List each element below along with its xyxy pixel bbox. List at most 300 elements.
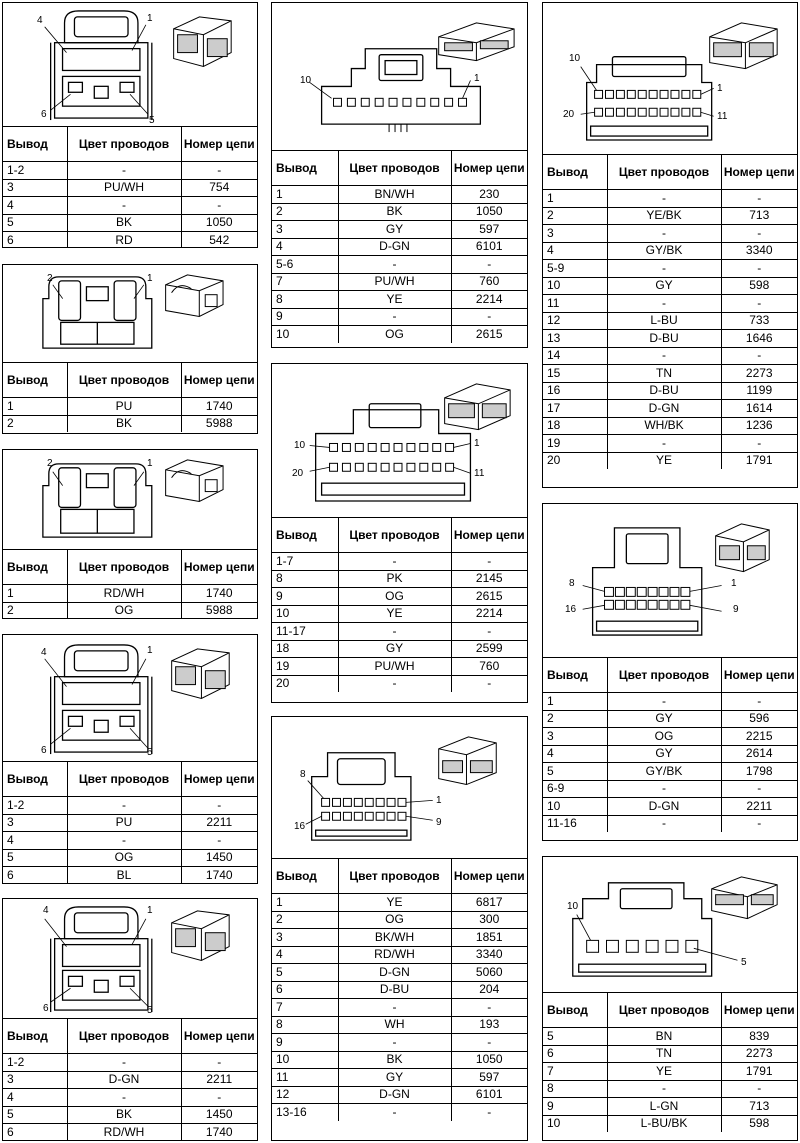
cell-color: BK/WH: [338, 929, 451, 947]
cell-pin: 18: [543, 417, 607, 435]
pin-label: 6: [41, 745, 47, 756]
pin-label: 4: [37, 15, 43, 26]
cell-color: YE: [338, 291, 451, 309]
col-header-circuit: Номер цепи: [721, 658, 797, 693]
cell-color: -: [338, 1034, 451, 1052]
pinout-table: [3, 1019, 257, 1141]
cell-pin: 2: [272, 203, 338, 221]
table-row: [543, 295, 797, 313]
connector-diagram: [543, 3, 797, 155]
cell-color: -: [67, 1054, 181, 1072]
cell-circuit: 597: [451, 221, 527, 239]
connector-panel-c10: [542, 503, 798, 841]
cell-color: BL: [67, 867, 181, 884]
cell-pin: 3: [3, 814, 67, 832]
connector-panel-c5: [2, 898, 258, 1141]
cell-color: PU: [67, 398, 181, 416]
table-row: [543, 225, 797, 243]
cell-pin: 1: [272, 186, 338, 204]
cell-circuit: 2615: [451, 588, 527, 606]
cell-color: -: [67, 797, 181, 815]
cell-pin: 8: [543, 1080, 607, 1098]
connector-panel-c11: [542, 856, 798, 1141]
cell-circuit: 2214: [451, 291, 527, 309]
table-row: [272, 1051, 527, 1069]
cell-color: -: [607, 780, 721, 798]
cell-pin: 11: [272, 1069, 338, 1087]
pinout-table: [272, 859, 527, 1121]
table-row: [543, 1115, 797, 1132]
cell-circuit: -: [451, 999, 527, 1017]
table-row: [272, 623, 527, 641]
col-header-pin: Вывод: [3, 127, 67, 162]
connector-drawing-16pin: [272, 717, 527, 858]
cell-pin: 7: [272, 999, 338, 1017]
cell-circuit: 1450: [181, 849, 257, 867]
cell-pin: 1: [543, 190, 607, 208]
col-header-circuit: Номер цепи: [451, 518, 527, 553]
cell-color: -: [607, 347, 721, 365]
cell-pin: 11-16: [543, 815, 607, 832]
table-row: [543, 710, 797, 728]
cell-circuit: -: [721, 1080, 797, 1098]
cell-color: -: [607, 1080, 721, 1098]
cell-color: -: [67, 197, 181, 215]
cell-color: -: [607, 693, 721, 711]
cell-pin: 10: [272, 326, 338, 343]
connector-diagram: [272, 3, 527, 151]
table-row: [272, 1086, 527, 1104]
pin-label: 10: [300, 75, 312, 86]
cell-circuit: -: [181, 1054, 257, 1072]
table-row: [543, 1080, 797, 1098]
table-row: [543, 207, 797, 225]
pin-label: 4: [43, 905, 49, 916]
cell-color: RD/WH: [338, 946, 451, 964]
table-row: [272, 929, 527, 947]
cell-pin: 1-2: [3, 162, 67, 180]
cell-pin: 9: [272, 308, 338, 326]
table-row: [272, 999, 527, 1017]
table-row: [543, 417, 797, 435]
cell-pin: 16: [543, 382, 607, 400]
cell-pin: 5: [3, 214, 67, 232]
cell-pin: 9: [272, 1034, 338, 1052]
cell-circuit: -: [451, 675, 527, 692]
cell-circuit: 2273: [721, 365, 797, 383]
pin-label: 11: [717, 111, 728, 122]
connector-panel-c4: [2, 634, 258, 884]
cell-color: OG: [67, 602, 181, 619]
cell-circuit: 6101: [451, 1086, 527, 1104]
connector-diagram: [3, 635, 257, 762]
cell-color: OG: [67, 849, 181, 867]
table-row: [272, 964, 527, 982]
cell-color: -: [607, 295, 721, 313]
cell-pin: 3: [3, 1071, 67, 1089]
cell-circuit: 598: [721, 1115, 797, 1132]
table-row: [543, 798, 797, 816]
cell-circuit: -: [181, 797, 257, 815]
connector-panel-c3: [2, 449, 258, 619]
cell-circuit: 1199: [721, 382, 797, 400]
connector-drawing-20pin: [272, 364, 527, 517]
cell-circuit: 713: [721, 1098, 797, 1116]
cell-color: -: [338, 553, 451, 571]
cell-circuit: 2211: [181, 1071, 257, 1089]
cell-circuit: 3340: [451, 946, 527, 964]
cell-pin: 11: [543, 295, 607, 313]
pin-label: 20: [292, 468, 304, 479]
table-row: [543, 260, 797, 278]
cell-pin: 8: [272, 570, 338, 588]
col-header-color: Цвет проводов: [67, 363, 181, 398]
cell-circuit: 1740: [181, 867, 257, 884]
cell-circuit: 733: [721, 312, 797, 330]
cell-color: -: [67, 162, 181, 180]
table-row: [543, 400, 797, 418]
cell-color: PU/WH: [67, 179, 181, 197]
cell-color: GY: [607, 745, 721, 763]
cell-pin: 19: [543, 435, 607, 453]
cell-circuit: 5988: [181, 415, 257, 432]
cell-circuit: -: [721, 190, 797, 208]
table-row: [3, 1106, 257, 1124]
cell-circuit: -: [181, 832, 257, 850]
cell-circuit: 5988: [181, 602, 257, 619]
cell-color: D-GN: [338, 1086, 451, 1104]
cell-circuit: 2614: [721, 745, 797, 763]
cell-color: BK: [67, 1106, 181, 1124]
cell-circuit: 1614: [721, 400, 797, 418]
cell-circuit: 1050: [181, 214, 257, 232]
connector-drawing-2pin: [3, 265, 257, 362]
cell-pin: 2: [543, 710, 607, 728]
cell-pin: 12: [272, 1086, 338, 1104]
col-header-color: Цвет проводов: [67, 1019, 181, 1054]
cell-color: -: [338, 675, 451, 692]
cell-circuit: -: [451, 553, 527, 571]
col-header-pin: Вывод: [3, 1019, 67, 1054]
table-row: [3, 585, 257, 603]
cell-circuit: 1050: [451, 203, 527, 221]
cell-pin: 5: [3, 1106, 67, 1124]
pin-label: 11: [474, 468, 485, 479]
table-row: [272, 326, 527, 343]
connector-drawing-16pin: [543, 504, 797, 657]
cell-pin: 7: [543, 1063, 607, 1081]
connector-diagram: [3, 3, 257, 127]
table-row: [543, 815, 797, 832]
pinout-table: [3, 550, 257, 619]
table-row: [3, 1071, 257, 1089]
table-row: [543, 1098, 797, 1116]
cell-pin: 1-7: [272, 553, 338, 571]
table-row: [543, 1028, 797, 1046]
connector-diagram: [272, 364, 527, 518]
cell-circuit: -: [451, 308, 527, 326]
cell-circuit: 300: [451, 911, 527, 929]
cell-color: BN: [607, 1028, 721, 1046]
table-row: [3, 832, 257, 850]
cell-circuit: -: [721, 347, 797, 365]
cell-color: GY: [607, 277, 721, 295]
table-row: [272, 981, 527, 999]
cell-circuit: -: [451, 623, 527, 641]
col-header-circuit: Номер цепи: [721, 993, 797, 1028]
cell-circuit: 596: [721, 710, 797, 728]
table-row: [272, 658, 527, 676]
table-row: [3, 849, 257, 867]
cell-pin: 3: [272, 221, 338, 239]
table-row: [543, 190, 797, 208]
connector-diagram: [543, 857, 797, 993]
pin-label: 1: [147, 905, 153, 916]
table-row: [272, 911, 527, 929]
pinout-table: [272, 518, 527, 692]
col-header-circuit: Номер цепи: [181, 127, 257, 162]
cell-pin: 13: [543, 330, 607, 348]
cell-color: -: [607, 190, 721, 208]
cell-color: WH/BK: [607, 417, 721, 435]
cell-circuit: -: [721, 815, 797, 832]
cell-circuit: 2214: [451, 605, 527, 623]
cell-circuit: 204: [451, 981, 527, 999]
cell-circuit: 1450: [181, 1106, 257, 1124]
cell-circuit: 1851: [451, 929, 527, 947]
col-header-color: Цвет проводов: [607, 993, 721, 1028]
cell-circuit: -: [721, 693, 797, 711]
cell-color: RD/WH: [67, 585, 181, 603]
table-row: [3, 214, 257, 232]
cell-circuit: 1791: [721, 452, 797, 469]
cell-pin: 4: [3, 832, 67, 850]
pin-label: 10: [567, 901, 579, 912]
cell-pin: 11-17: [272, 623, 338, 641]
cell-pin: 1: [3, 585, 67, 603]
pin-label: 9: [436, 817, 442, 828]
cell-circuit: -: [451, 256, 527, 274]
cell-color: -: [338, 999, 451, 1017]
cell-pin: 4: [3, 197, 67, 215]
cell-circuit: 1740: [181, 1124, 257, 1141]
col-header-color: Цвет проводов: [607, 658, 721, 693]
cell-pin: 6: [543, 1045, 607, 1063]
table-row: [543, 435, 797, 453]
table-row: [272, 553, 527, 571]
cell-color: GY: [338, 1069, 451, 1087]
cell-color: D-BU: [607, 330, 721, 348]
table-row: [272, 273, 527, 291]
pinout-table: [543, 993, 797, 1132]
table-row: [272, 256, 527, 274]
pin-label: 9: [733, 604, 739, 615]
pinout-table: [3, 762, 257, 884]
cell-pin: 7: [272, 273, 338, 291]
cell-color: -: [338, 623, 451, 641]
cell-pin: 14: [543, 347, 607, 365]
cell-pin: 5-6: [272, 256, 338, 274]
col-header-circuit: Номер цепи: [451, 859, 527, 894]
pin-label: 10: [294, 440, 306, 451]
pin-label: 8: [300, 769, 306, 780]
col-header-circuit: Номер цепи: [181, 363, 257, 398]
cell-pin: 1: [3, 398, 67, 416]
table-row: [543, 1063, 797, 1081]
cell-circuit: -: [721, 435, 797, 453]
cell-pin: 2: [272, 911, 338, 929]
table-row: [272, 570, 527, 588]
cell-pin: 20: [543, 452, 607, 469]
cell-color: GY: [338, 640, 451, 658]
connector-drawing-20pin: [543, 3, 797, 154]
cell-color: D-GN: [338, 238, 451, 256]
table-row: [543, 312, 797, 330]
cell-pin: 3: [543, 225, 607, 243]
cell-color: TN: [607, 1045, 721, 1063]
cell-pin: 1-2: [3, 1054, 67, 1072]
cell-color: -: [607, 225, 721, 243]
cell-color: -: [67, 1089, 181, 1107]
cell-pin: 10: [543, 798, 607, 816]
col-header-color: Цвет проводов: [338, 518, 451, 553]
table-row: [543, 347, 797, 365]
cell-color: RD: [67, 232, 181, 249]
table-row: [3, 1089, 257, 1107]
cell-color: BK: [67, 415, 181, 432]
cell-color: PU/WH: [338, 273, 451, 291]
cell-pin: 12: [543, 312, 607, 330]
cell-pin: 4: [272, 946, 338, 964]
col-header-color: Цвет проводов: [607, 155, 721, 190]
table-row: [543, 365, 797, 383]
pin-label: 16: [565, 604, 577, 615]
connector-diagram: [3, 450, 257, 550]
table-row: [543, 763, 797, 781]
table-row: [543, 693, 797, 711]
cell-color: -: [607, 435, 721, 453]
col-header-pin: Вывод: [543, 658, 607, 693]
cell-color: OG: [338, 911, 451, 929]
cell-color: GY: [338, 221, 451, 239]
pin-label: 2: [47, 273, 53, 284]
cell-circuit: 1050: [451, 1051, 527, 1069]
cell-color: WH: [338, 1016, 451, 1034]
connector-diagram: [3, 265, 257, 363]
cell-circuit: 1740: [181, 398, 257, 416]
cell-color: GY/BK: [607, 763, 721, 781]
table-row: [3, 867, 257, 884]
table-row: [3, 415, 257, 432]
cell-pin: 6-9: [543, 780, 607, 798]
cell-color: GY: [607, 710, 721, 728]
cell-pin: 2: [3, 602, 67, 619]
cell-pin: 9: [543, 1098, 607, 1116]
cell-color: -: [338, 1104, 451, 1121]
cell-circuit: -: [721, 225, 797, 243]
cell-pin: 6: [272, 981, 338, 999]
connector-panel-c2: [2, 264, 258, 434]
col-header-pin: Вывод: [3, 550, 67, 585]
cell-circuit: 760: [451, 273, 527, 291]
table-row: [3, 197, 257, 215]
col-header-circuit: Номер цепи: [451, 151, 527, 186]
table-row: [543, 452, 797, 469]
cell-color: YE/BK: [607, 207, 721, 225]
cell-color: -: [338, 256, 451, 274]
table-row: [3, 797, 257, 815]
pin-label: 1: [147, 13, 153, 24]
cell-circuit: -: [721, 780, 797, 798]
pin-label: 2: [47, 458, 53, 469]
col-header-circuit: Номер цепи: [181, 1019, 257, 1054]
cell-circuit: 2215: [721, 728, 797, 746]
cell-pin: 10: [543, 1115, 607, 1132]
connector-drawing-4pin: [3, 899, 257, 1018]
cell-color: L-GN: [607, 1098, 721, 1116]
cell-circuit: 6817: [451, 894, 527, 912]
cell-color: -: [338, 308, 451, 326]
cell-color: YE: [338, 605, 451, 623]
pin-label: 1: [147, 273, 153, 284]
cell-color: TN: [607, 365, 721, 383]
cell-pin: 5: [543, 763, 607, 781]
cell-color: -: [607, 260, 721, 278]
pinout-table: [272, 151, 527, 343]
cell-color: OG: [338, 588, 451, 606]
cell-circuit: 597: [451, 1069, 527, 1087]
table-row: [3, 232, 257, 249]
cell-circuit: 5060: [451, 964, 527, 982]
cell-pin: 4: [543, 242, 607, 260]
table-row: [272, 238, 527, 256]
cell-pin: 5: [272, 964, 338, 982]
table-row: [543, 382, 797, 400]
cell-pin: 2: [543, 207, 607, 225]
cell-circuit: 2615: [451, 326, 527, 343]
pin-label: 1: [731, 578, 737, 589]
connector-drawing-2pin: [3, 450, 257, 549]
pin-label: 10: [569, 53, 581, 64]
cell-color: PU/WH: [338, 658, 451, 676]
cell-circuit: 1791: [721, 1063, 797, 1081]
table-row: [543, 1045, 797, 1063]
cell-color: -: [67, 832, 181, 850]
cell-color: BK: [67, 214, 181, 232]
table-row: [3, 814, 257, 832]
table-row: [3, 1054, 257, 1072]
cell-pin: 3: [3, 179, 67, 197]
table-row: [272, 1034, 527, 1052]
table-row: [272, 1069, 527, 1087]
cell-circuit: 542: [181, 232, 257, 249]
cell-color: D-GN: [607, 400, 721, 418]
table-row: [543, 728, 797, 746]
connector-panel-c6: [271, 2, 528, 348]
cell-pin: 10: [272, 605, 338, 623]
cell-color: PU: [67, 814, 181, 832]
cell-circuit: 1740: [181, 585, 257, 603]
table-row: [3, 1124, 257, 1141]
col-header-pin: Вывод: [3, 762, 67, 797]
pin-label: 1: [147, 458, 153, 469]
table-row: [543, 277, 797, 295]
cell-pin: 6: [3, 232, 67, 249]
cell-color: YE: [607, 452, 721, 469]
table-row: [543, 242, 797, 260]
col-header-color: Цвет проводов: [67, 762, 181, 797]
table-row: [272, 675, 527, 692]
